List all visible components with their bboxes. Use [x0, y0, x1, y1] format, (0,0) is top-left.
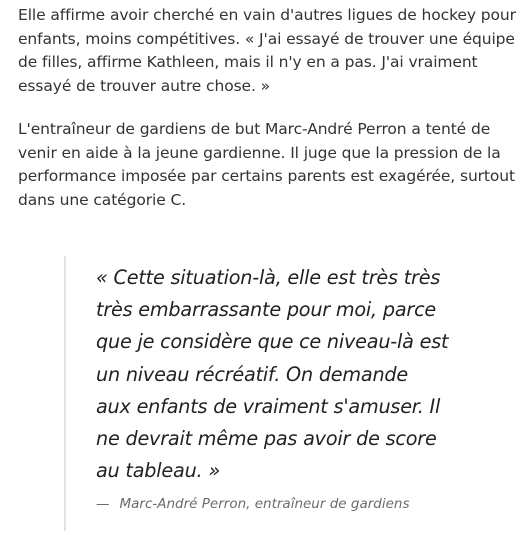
- quote-attribution: [96, 494, 519, 514]
- quote-text: « Cette situation-là, elle est très très très embarrassante pour moi, parce que je considère que ce niveau-là est un niveau récréatif. On demande aux enfants de vraiment s'amuser. Il ne devrait même pas avoir de score au tableau. »: [96, 266, 449, 483]
- article-paragraph-2: L'entraîneur de gardiens de but Marc-André Perron a tenté de venir en aide à la jeune gardienne. Il juge que la pression de la performance imposée par certains parents est exagérée, surtout dans une catégorie C.: [18, 119, 515, 209]
- article-paragraph-1: Elle affirme avoir cherché en vain d'autres ligues de hockey pour enfants, moins compétitives. « J'ai essayé de trouver une équipe de filles, affirme Kathleen, mais il n'y en a pas. J'ai vraiment essayé de trouver autre chose. »: [18, 6, 516, 96]
- attribution-dash: —: [96, 496, 110, 513]
- article-body: [18, 0, 524, 213]
- pull-quote: [64, 256, 519, 531]
- attribution-text: Marc-André Perron, entraîneur de gardiens: [119, 496, 410, 513]
